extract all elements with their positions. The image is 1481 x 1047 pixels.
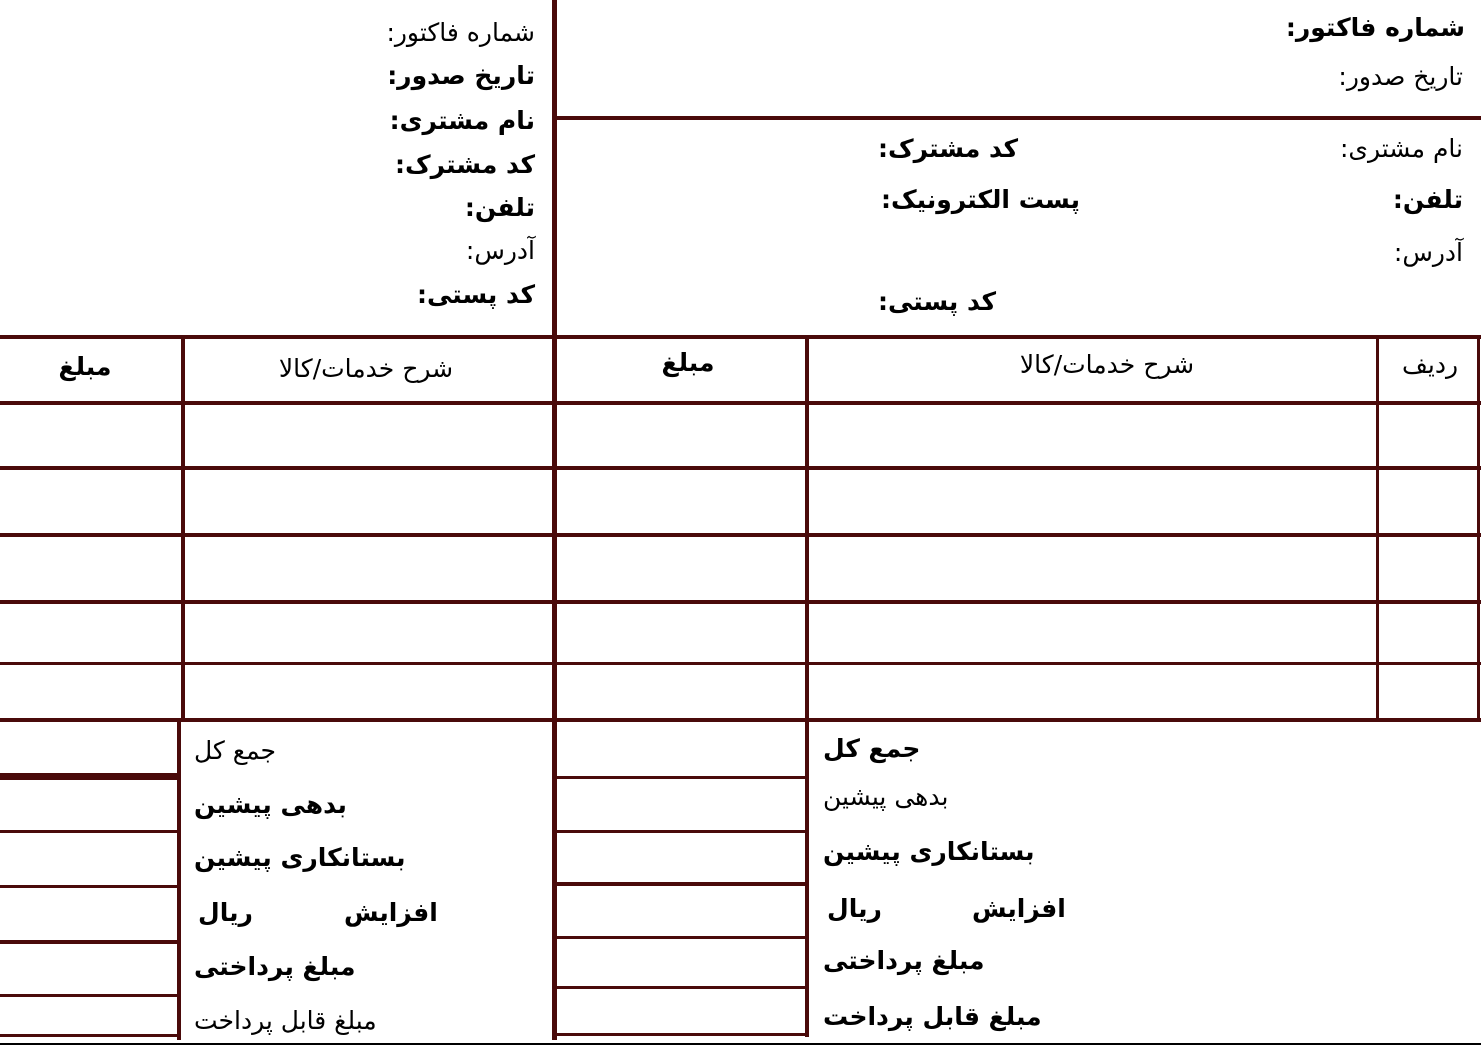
stub-increase-label: افزایش: [344, 898, 438, 927]
stub-rial-label: ریال: [198, 898, 253, 927]
main-totals-line: [555, 936, 807, 939]
main-subscriber-code-label: کد مشترک:: [878, 134, 1018, 163]
stub-totals-line: [0, 1034, 180, 1037]
stub-amount-paid-label: مبلغ پرداختی: [194, 952, 356, 981]
main-totals-line: [555, 830, 807, 833]
main-customer-name-label: نام مشتری:: [1339, 134, 1463, 163]
stub-issue-date-label: تاریخ صدور:: [387, 61, 535, 90]
stub-totals-line: [0, 940, 180, 944]
main-col-divider: [805, 337, 809, 720]
table-bottom-border: [0, 718, 1481, 722]
table-top-border: [0, 335, 1481, 339]
stub-totals-line: [0, 830, 180, 833]
stub-totals-line: [0, 885, 180, 888]
stub-phone-label: تلفن:: [464, 193, 535, 222]
stub-previous-debt-label: بدهی پیشین: [194, 790, 347, 819]
table-row-line: [0, 600, 1481, 604]
stub-totals-line: [0, 777, 180, 780]
stub-col-description-header: شرح خدمات/کالا: [278, 354, 454, 383]
table-row-line: [0, 401, 1481, 405]
main-grand-total-label: جمع کل: [823, 734, 921, 763]
stub-address-label: آدرس:: [465, 236, 535, 265]
main-col-divider: [1376, 337, 1379, 720]
main-issue-date-label: تاریخ صدور:: [1338, 62, 1463, 91]
stub-col-amount-header: مبلغ: [58, 352, 112, 381]
main-col-row-header: ردیف: [1401, 350, 1459, 379]
main-col-description-header: شرح خدمات/کالا: [1019, 350, 1195, 379]
stub-invoice-number-label: شماره فاکتور:: [386, 18, 535, 47]
stub-amount-payable-label: مبلغ قابل پرداخت: [194, 1006, 377, 1035]
main-totals-line: [555, 776, 807, 779]
main-totals-line: [555, 882, 807, 886]
stub-totals-vline: [177, 720, 181, 1040]
main-email-label: پست الکترونیک:: [881, 185, 1080, 214]
main-col-amount-header: مبلغ: [661, 348, 715, 377]
main-phone-label: تلفن:: [1392, 185, 1463, 214]
stub-previous-credit-label: بستانکاری پیشین: [194, 843, 406, 872]
table-row-line: [0, 466, 1481, 470]
stub-postal-code-label: کد پستی:: [416, 280, 535, 309]
stub-grand-total-label: جمع کل: [194, 736, 276, 765]
main-amount-payable-label: مبلغ قابل پرداخت: [823, 1002, 1042, 1031]
main-increase-label: افزایش: [972, 894, 1066, 923]
table-row-line: [0, 662, 1481, 665]
main-amount-paid-label: مبلغ پرداختی: [823, 946, 985, 975]
main-previous-credit-label: بستانکاری پیشین: [823, 837, 1035, 866]
main-totals-line: [555, 1033, 807, 1036]
stub-totals-line: [0, 994, 180, 997]
page-bottom-line: [0, 1043, 1481, 1045]
table-row-line: [0, 533, 1481, 537]
main-totals-line: [555, 986, 807, 989]
stub-subscriber-code-label: کد مشترک:: [395, 150, 535, 179]
main-address-label: آدرس:: [1393, 238, 1463, 267]
main-rial-label: ریال: [827, 894, 882, 923]
main-postal-code-label: کد پستی:: [877, 287, 996, 316]
stub-col-divider: [181, 337, 185, 720]
main-totals-vline: [805, 720, 809, 1037]
main-header-divider: [552, 116, 1481, 120]
main-previous-debt-label: بدهی پیشین: [823, 782, 949, 811]
main-invoice-number-label: شماره فاکتور:: [1285, 13, 1465, 42]
stub-customer-name-label: نام مشتری:: [389, 106, 535, 135]
